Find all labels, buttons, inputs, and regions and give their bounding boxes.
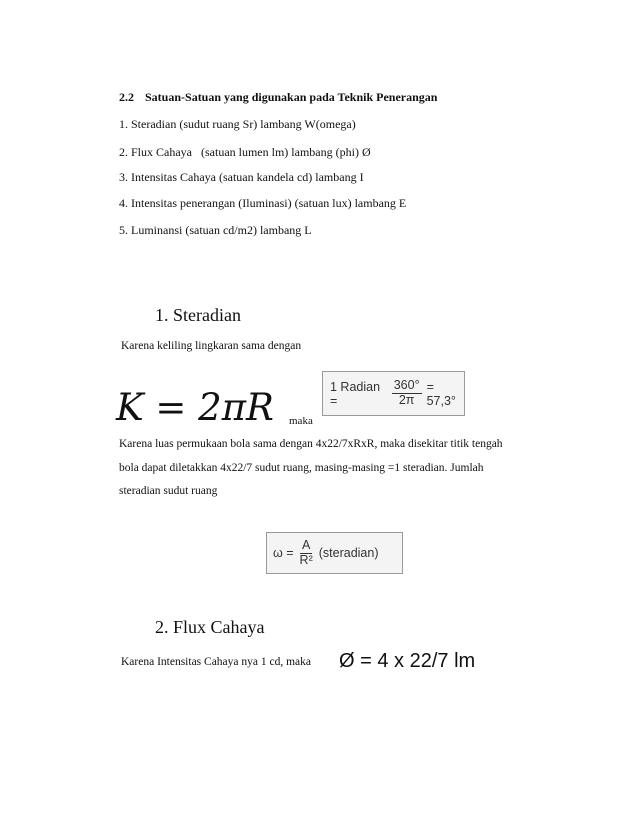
section-heading [119,90,437,105]
circumference-equation: K = 2πR [116,386,274,429]
steradian-paragraph-line: steradian sudut ruang [119,485,218,497]
omega-fraction [300,539,313,568]
steradian-heading: 1. Steradian [155,305,241,325]
omega-label: ω = [273,546,294,560]
section-number: 2.2 [119,90,134,104]
steradian-paragraph-line: Karena luas permukaan bola sama dengan 4x22/7xRxR, maka disekitar titik tengah [119,438,503,450]
omega-numerator: A [301,537,311,552]
flux-equation: Ø = 4 x 22/7 lm [339,650,476,672]
omega-unit: (steradian) [318,546,379,560]
omega-denominator: R² [299,552,313,567]
section-title: Satuan-Satuan yang digunakan pada Teknik Penerangan [145,90,438,104]
maka-label: maka [289,415,313,427]
radian-label: 1 Radian = [330,379,381,408]
list-item: 1. Steradian (sudut ruang Sr) lambang W(omega) [119,117,356,131]
list-item: 2. Flux Cahaya (satuan lumen lm) lambang (phi) Ø [119,145,371,159]
steradian-paragraph-line: bola dapat diletakkan 4x22/7 sudut ruang, masing-masing =1 steradian. Jumlah [119,462,484,474]
radian-numerator: 360° [393,378,420,393]
radian-fraction [392,379,422,408]
radian-denominator: 2π [398,393,415,407]
radian-formula-box [322,371,465,416]
list-item: 3. Intensitas Cahaya (satuan kandela cd) lambang I [119,170,364,184]
radian-result: = 57,3° [426,379,456,408]
flux-heading: 2. Flux Cahaya [155,617,265,637]
steradian-intro: Karena keliling lingkaran sama dengan [121,340,302,352]
list-item: 4. Intensitas penerangan (Iluminasi) (satuan lux) lambang E [119,196,407,210]
list-item: 5. Luminansi (satuan cd/m2) lambang L [119,223,312,237]
omega-formula-box [266,532,403,574]
flux-text: Karena Intensitas Cahaya nya 1 cd, maka [121,656,311,668]
